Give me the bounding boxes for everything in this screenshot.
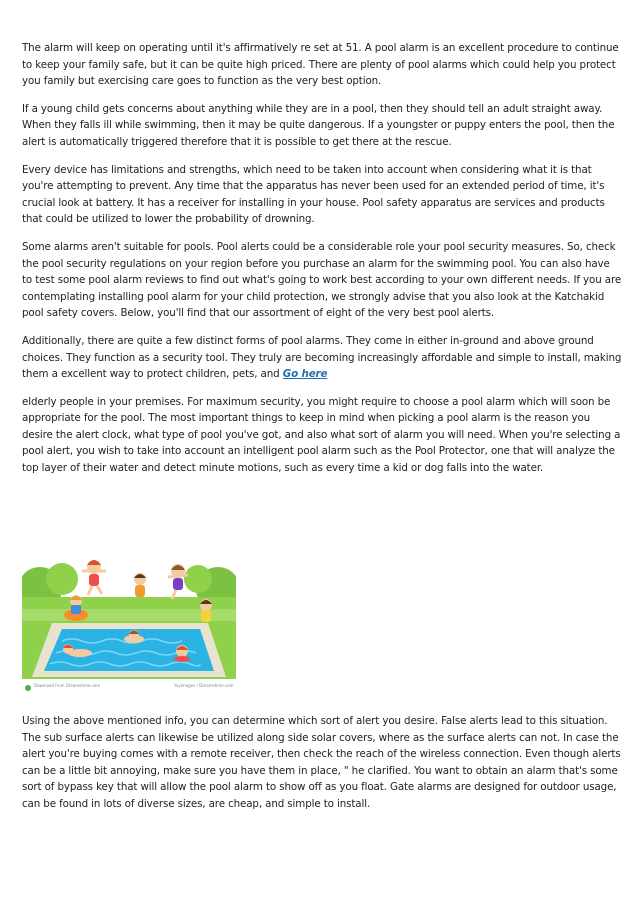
dreamstime-logo-icon (25, 685, 31, 691)
kid-2-arms (168, 575, 188, 577)
kid-5-body (201, 610, 211, 622)
watermark-left: Download from Dreamstime.com (34, 683, 101, 688)
paragraph-5-text: Additionally, there are quite a few distinct forms of pool alarms. They come in either in-ground and above ground choices. They function as a security tool. They truly are becoming increasingly affordable and simple to install, making them a excellent way to protect children, pets, and (22, 334, 622, 381)
paragraph-3: Every device has limitations and strengths, which need to be taken into account when considering what it is that you're attempting to prevent. Any time that the apparatus has never been used for an extended period of time, it's crucial look at battery. It has a receiver for installing in your house. Pool safety apparatus are services and products that could be utilized to lower the probability of drowning. (22, 163, 605, 226)
swimmer-3-body (174, 656, 190, 662)
paragraph-1: The alarm will keep on operating until it's affirmatively re set at 51. A pool alarm is an excellent procedure to continue to keep your family safe, but it can be quite high priced. There are plenty of pool alarms which could help you protect you family but exercising care goes to function as the very best option. (22, 42, 619, 88)
paragraph-6: elderly people in your premises. For maximum security, you might require to choose a pool alarm which will soon be appropriate for the pool. The most important things to keep in mind when picking a pool alarm is the reason you desire the alert clock, what type of pool you've got, and also what sort of alarm you will need. When you're selecting a pool alert, you wish to take into account an intelligent pool alarm such as the Pool Protector, one that will analyze the top layer of their water and detect minute motions, such as every time a kid or dog falls into the water. (22, 395, 621, 475)
go-here-link[interactable]: Go here (282, 368, 328, 381)
kid-2-body (173, 578, 183, 590)
kid-1-body (89, 574, 99, 586)
tree-right-2 (184, 565, 212, 593)
kid-3-body (135, 585, 145, 597)
watermark-right: Yayimages / Dreamstime.com (174, 683, 234, 688)
kids-pool-illustration (22, 549, 236, 697)
paragraph-2: If a young child gets concerns about anything while they are in a pool, then they should tell an adult straight away. When they falls ill while swimming, then it may be quite dangerous. If a youngster or puppy enters the pool, then the alert is automatically triggered therefore that it is possible to get there at the rescue. (22, 102, 615, 148)
watermark-band (22, 679, 236, 697)
kid-4-body (71, 605, 81, 614)
paragraph-7: Using the above mentioned info, you can determine which sort of alert you desire. False alerts lead to this situation. The sub surface alerts can likewise be utilized along side solar covers, where as the surface alerts can not. In case the alert you're buying comes with a remote receiver, then check the reach of the wireless connection. Even though alerts can be a little bit annoying, make sure you have them in place, " he clarified. You want to obtain an alarm that's some sort of bypass key that will allow the pool alarm to show off as you float. Gate alarms are designed for outdoor usage, can be found in lots of diverse sizes, are cheap, and simple to install. (22, 715, 621, 810)
tree-left-2 (46, 563, 78, 595)
article-body (22, 40, 622, 488)
paragraph-5 (22, 333, 622, 383)
paragraph-4: Some alarms aren't suitable for pools. Pool alerts could be a considerable role your pool security measures. So, check the pool security regulations on your region before you purchase an alarm for the swimming pool. You can also have to test some pool alarm reviews to find out what's going to work best according to your own different needs. If you are contemplating installing pool alarm for your child protection, we strongly advise that you also look at the Katchakid pool safety covers. Below, you'll find that our assortment of eight of the very best pool alerts. (22, 240, 622, 320)
